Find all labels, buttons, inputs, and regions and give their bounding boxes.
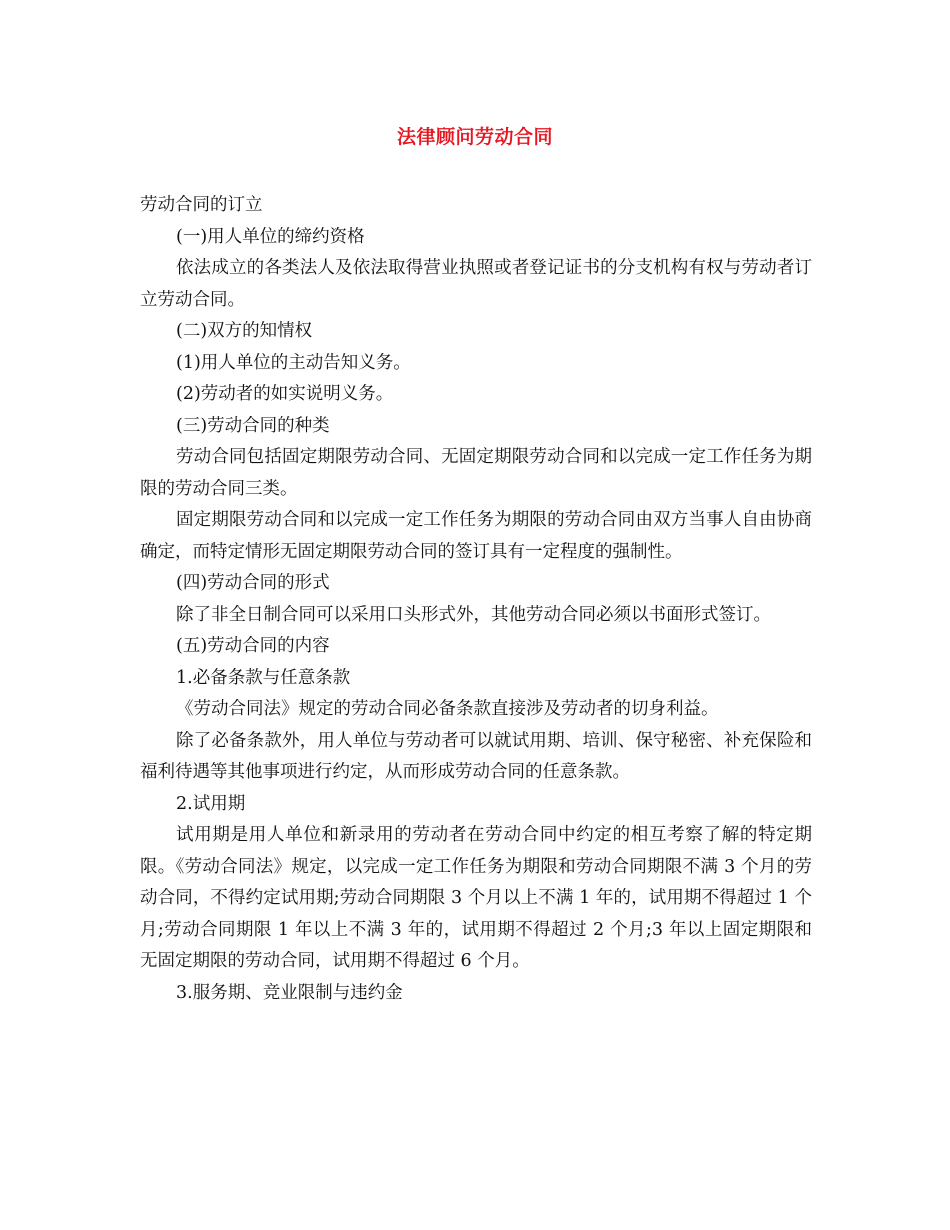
paragraph-fixed-term: 固定期限劳动合同和以完成一定工作任务为期限的劳动合同由双方当事人自由协商确定，而特定情形无固定期限劳动合同的签订具有一定程度的强制性。 <box>140 510 812 562</box>
subheading-contract-form: (四)劳动合同的形式 <box>176 573 330 593</box>
subheading-service-period: 3.服务期、竞业限制与违约金 <box>176 982 403 1003</box>
paragraph-probation: 试用期是用人单位和新录用的劳动者在劳动合同中约定的相互考察了解的特定期限。《劳动合同法》规定，以完成一定工作任务为期限和劳动合同期限不满 3 个月的劳动合同，不得约定试用期;劳动合同期限 3 个月以上不满 1 年的，试用期不得超过 1 个月;劳动合同期限 1 年以上不满 3 年的，试用期不得超过 2 个月;3 年以上固定期限和无固定期限的劳动合同，试用期不得超过 6 个月。 <box>140 825 812 971</box>
subheading-contract-types: (三)劳动合同的种类 <box>176 415 330 436</box>
list-item-worker-duty: (2)劳动者的如实说明义务。 <box>176 384 394 404</box>
paragraph-mandatory-clauses: 《劳动合同法》规定的劳动合同必备条款直接涉及劳动者的切身利益。 <box>176 699 719 719</box>
paragraph-employer-qualification: 依法成立的各类法人及依法取得营业执照或者登记证书的分支机构有权与劳动者订立劳动合同。 <box>140 258 812 310</box>
subheading-right-to-know: (二)双方的知情权 <box>176 321 313 341</box>
subheading-contract-content: (五)劳动合同的内容 <box>176 636 330 656</box>
document-title: 法律顾问劳动合同 <box>396 126 553 148</box>
document-body <box>140 190 812 1009</box>
subheading-employer-qualification: (一)用人单位的缔约资格 <box>176 226 365 247</box>
list-item-employer-duty: (1)用人单位的主动告知义务。 <box>176 352 411 373</box>
subheading-probation: 2.试用期 <box>176 793 246 814</box>
paragraph-optional-clauses: 除了必备条款外，用人单位与劳动者可以就试用期、培训、保守秘密、补充保险和福利待遇等其他事项进行约定，从而形成劳动合同的任意条款。 <box>140 730 812 782</box>
subheading-mandatory-clauses: 1.必备条款与任意条款 <box>176 667 351 688</box>
paragraph-contract-form: 除了非全日制合同可以采用口头形式外，其他劳动合同必须以书面形式签订。 <box>176 604 771 625</box>
paragraph-contract-types: 劳动合同包括固定期限劳动合同、无固定期限劳动合同和以完成一定工作任务为期限的劳动合同三类。 <box>140 447 812 499</box>
section-heading-contract-formation: 劳动合同的订立 <box>140 195 263 215</box>
